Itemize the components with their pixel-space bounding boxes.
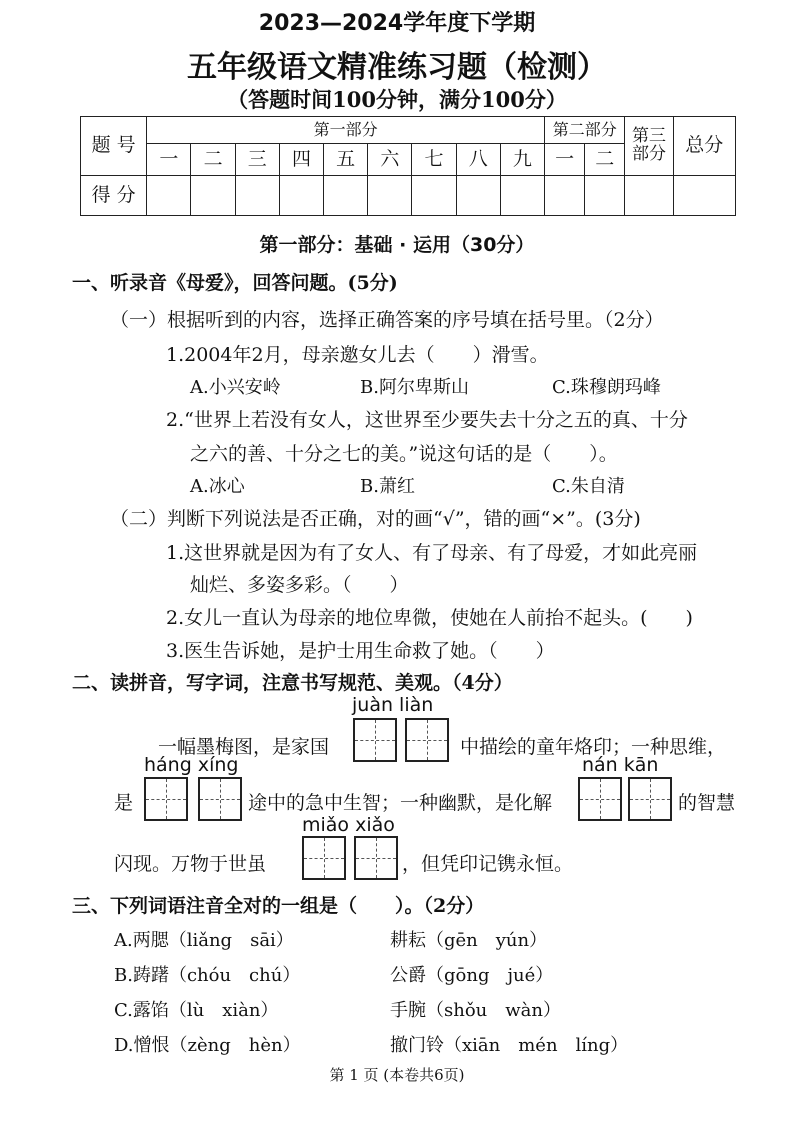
col-header-9: 九 [500,144,544,176]
q3-option-a-right: 耕耘（gēn yún） [390,930,548,951]
col-header-4: 四 [279,144,323,176]
col-header-part2-2: 二 [585,144,625,176]
score-cell[interactable] [545,176,585,216]
q1-judge3: 3.医生告诉她，是护士用生命救了她。（ ） [166,640,555,662]
q3-title: 三、下列词语注音全对的一组是（ ）。（2分） [72,895,485,917]
q1-item2-option-b: B.萧红 [360,476,415,497]
score-cell-total[interactable] [673,176,735,216]
q1-item2-stem-line1: 2.“世界上若没有女人，这世界至少要失去十分之五的真、十分 [166,409,688,431]
part1-heading: 第一部分：基础 · 运用（30分） [259,234,535,256]
exam-subtitle: （答题时间100分钟，满分100分） [227,87,567,112]
exam-year-line: 2023—2024学年度下学期 [258,11,536,36]
q2-line1-before: 一幅墨梅图，是家国 [158,736,330,758]
exam-title: 五年级语文精准练习题（检测） [187,50,607,85]
score-table [80,116,736,216]
tian-grid-box[interactable] [353,718,397,762]
col-header-6: 六 [368,144,412,176]
tian-grid-box[interactable] [144,777,188,821]
q2-line2-before: 是 [114,792,134,814]
q1-judge2: 2.女儿一直认为母亲的地位卑微，使她在人前抬不起头。( ) [166,607,693,629]
pinyin-nan-kan: nán kān [582,754,659,776]
col-header-part2-1: 一 [545,144,585,176]
q3-option-a-left: A.两腮（liǎng sāi） [114,930,294,951]
tian-grid-box[interactable] [354,836,398,880]
q3-option-b-right: 公爵（gōng jué） [390,965,554,986]
q3-option-d-right: 撤门铃（xiān mén líng） [390,1035,629,1056]
q3-option-b-left: B.踌躇（chóu chú） [114,965,301,986]
score-cell[interactable] [456,176,500,216]
q3-option-d-left: D.憎恨（zèng hèn） [114,1035,301,1056]
tian-grid-box[interactable] [302,836,346,880]
q2-line3-before: 闪现。万物于世虽 [114,853,267,875]
q2-line3-after: ，但凭印记镌永恒。 [402,853,574,875]
tian-grid-box[interactable] [578,777,622,821]
score-cell[interactable] [147,176,191,216]
col-header-3: 三 [235,144,279,176]
q3-option-c-right: 手腕（shǒu wàn） [390,1000,561,1021]
q1-item2-option-c: C.朱自清 [552,476,625,497]
col-header-8: 八 [456,144,500,176]
pinyin-miao-xiao: miǎo xiǎo [302,814,395,836]
q1-item2-option-a: A.冰心 [190,476,245,497]
part3-header: 第三部分 [625,117,673,176]
pinyin-hang-xing: háng xíng [144,754,239,776]
row-label-question-number: 题 号 [81,117,147,176]
q2-line1-after: 中描绘的童年烙印；一种思维， [460,736,727,758]
page-footer: 第 1 页 (本卷共6页) [329,1066,465,1084]
pinyin-juan-lian: juàn liàn [352,694,434,716]
tian-grid-box[interactable] [198,777,242,821]
q2-line2-mid: 途中的急中生智；一种幽默，是化解 [248,792,553,814]
score-cell[interactable] [368,176,412,216]
score-cell[interactable] [279,176,323,216]
col-header-1: 一 [147,144,191,176]
q1-item1-option-c: C.珠穆朗玛峰 [552,377,661,398]
q1-item1-option-a: A.小兴安岭 [190,377,281,398]
q1-title: 一、听录音《母爱》，回答问题。(5分) [72,272,398,294]
score-cell[interactable] [412,176,456,216]
q2-line2-after: 的智慧 [678,792,736,814]
total-header: 总分 [673,117,735,176]
q1-judge1-line2: 灿烂、多姿多彩。（ ） [190,574,409,596]
q1-sub2-title: （二）判断下列说法是否正确，对的画“√”，错的画“×”。(3分) [110,508,641,530]
q1-item2-stem-line2: 之六的善、十分之七的美。”说这句话的是（ ）。 [190,443,618,465]
q1-sub1-title: （一）根据听到的内容，选择正确答案的序号填在括号里。（2分） [110,309,664,331]
score-cell[interactable] [585,176,625,216]
score-cell[interactable] [191,176,235,216]
part2-header: 第二部分 [545,117,625,144]
q1-item1-stem: 1.2004年2月，母亲邀女儿去（ ）滑雪。 [166,344,549,366]
q3-option-c-left: C.露馅（lù xiàn） [114,1000,279,1021]
tian-grid-box[interactable] [628,777,672,821]
row-label-score: 得 分 [81,176,147,216]
col-header-7: 七 [412,144,456,176]
q2-title: 二、读拼音，写字词，注意书写规范、美观。（4分） [72,672,513,694]
score-cell[interactable] [625,176,673,216]
col-header-2: 二 [191,144,235,176]
part1-header: 第一部分 [147,117,545,144]
score-cell[interactable] [500,176,544,216]
tian-grid-box[interactable] [405,718,449,762]
col-header-5: 五 [324,144,368,176]
score-cell[interactable] [324,176,368,216]
q1-judge1-line1: 1.这世界就是因为有了女人、有了母亲、有了母爱，才如此亮丽 [166,542,698,564]
q1-item1-option-b: B.阿尔卑斯山 [360,377,469,398]
score-cell[interactable] [235,176,279,216]
